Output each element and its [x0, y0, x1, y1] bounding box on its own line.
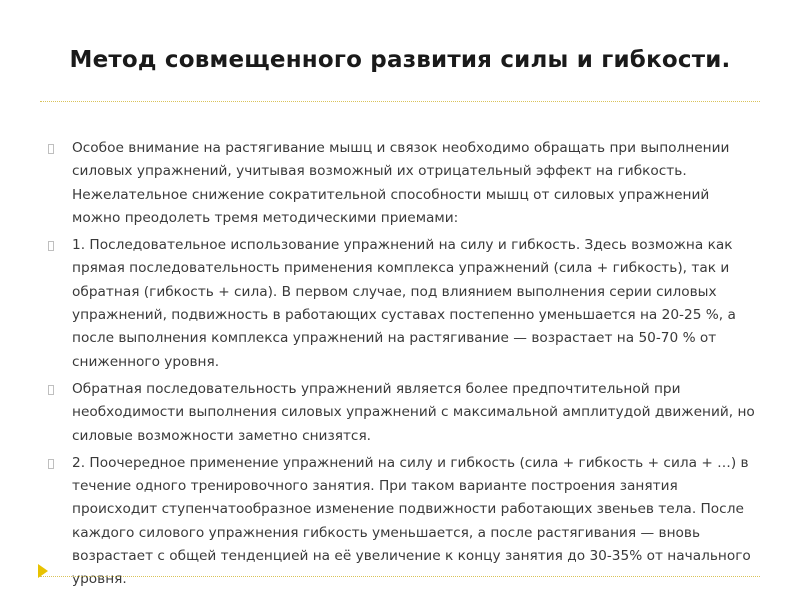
- bullet-list: [48, 137, 760, 596]
- bullet-item: [48, 137, 760, 230]
- bullet-marker-icon: [48, 241, 54, 251]
- title-divider: [40, 101, 760, 102]
- bullet-marker-icon: [48, 144, 54, 154]
- bullet-text: Особое внимание на растягивание мышц и связок необходимо обращать при выполнении силовых упражнений, учитывая возможный их отрицательный эффект на гибкость. Нежелательное снижение сократительной способности мышц от силовых упражнений можно преодолеть тремя методическими приемами:: [72, 140, 730, 226]
- bullet-marker-icon: [48, 459, 54, 469]
- footer-divider: [40, 576, 760, 577]
- bullet-text: 1. Последовательное использование упражнений на силу и гибкость. Здесь возможна как прямая последовательность применения комплекса упражнений (сила + гибкость), так и обратная (гибкость + сила). В первом случае, под влиянием выполнения серии силовых упражнений, подвижность в работающих суставах постепенно уменьшается на 20-25 %, а после выполнения комплекса упражнений на растягивание — возрастает на 50-70 % от сниженного уровня.: [72, 237, 736, 370]
- bullet-item: [48, 452, 760, 592]
- bullet-text: Обратная последовательность упражнений является более предпочтительной при необходимости выполнения силовых упражнений с максимальной амплитудой движений, но силовые возможности заметно снизятся.: [72, 380, 755, 444]
- bullet-text: 2. Поочередное применение упражнений на силу и гибкость (сила + гибкость + сила + …) в течение одного тренировочного занятия. При таком варианте построения занятия происходит ступенчатообразное изменение подвижности работающих звеньев тела. После каждого силового упражнения гибкость уменьшается, а после растягивания — вновь возрастает с общей тенденцией на её увеличение к концу занятия до 30-35% от начального уровня.: [72, 454, 751, 588]
- bullet-marker-icon: [48, 385, 54, 395]
- bullet-item: [48, 378, 760, 448]
- bullet-item: [48, 234, 760, 374]
- play-arrow-icon[interactable]: [38, 564, 48, 578]
- slide-title: Метод совмещенного развития силы и гибкости.: [69, 47, 731, 73]
